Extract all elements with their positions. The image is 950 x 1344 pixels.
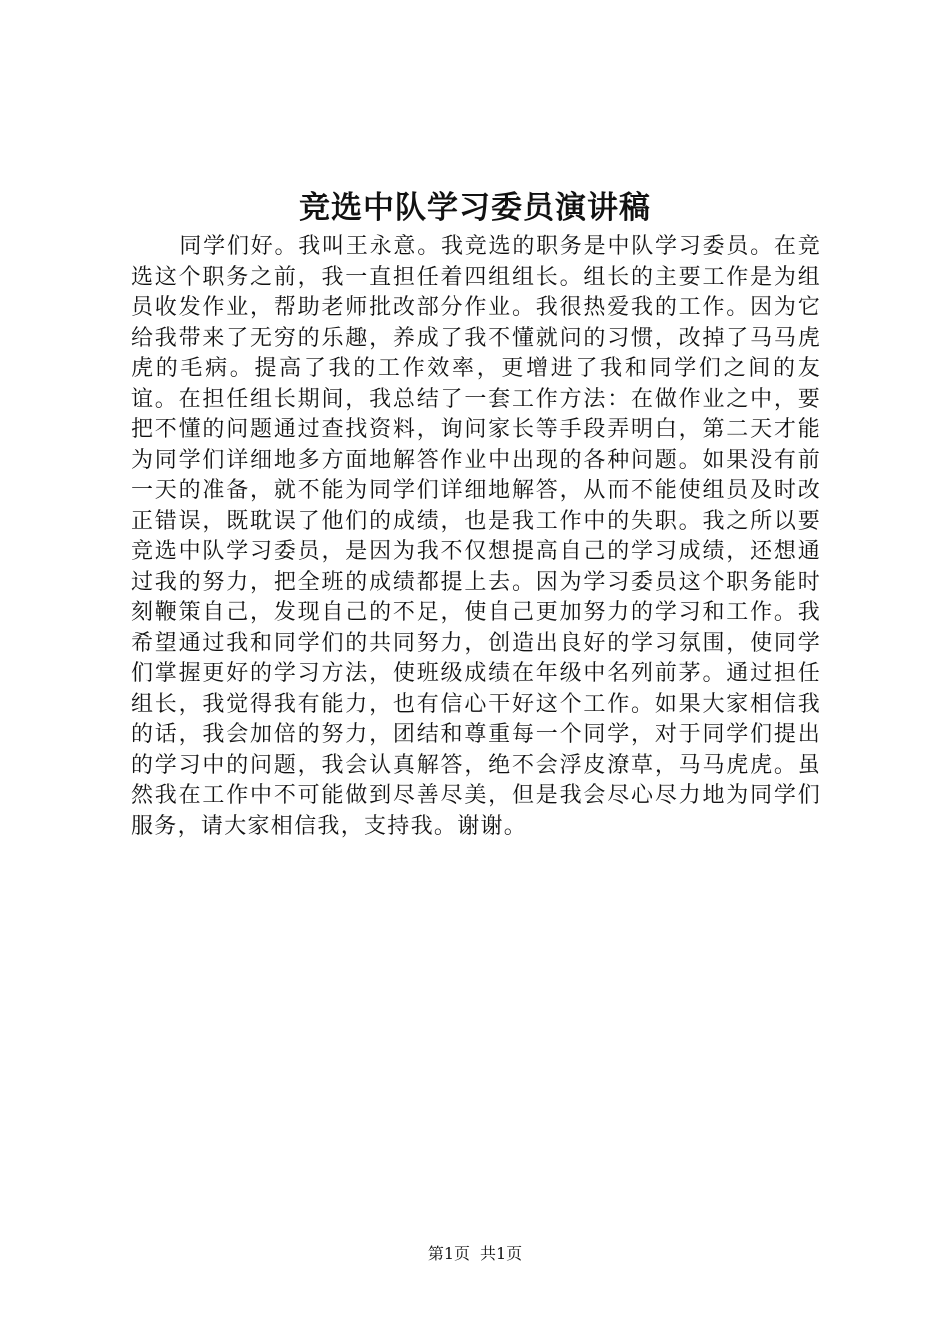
- document-title: 竞选中队学习委员演讲稿: [299, 190, 651, 226]
- page-number: 第1页: [427, 1244, 470, 1263]
- document-body: 同学们好。我叫王永意。我竞选的职务是中队学习委员。在竞选这个职务之前，我一直担任着四组组长。组长的主要工作是为组员收发作业，帮助老师批改部分作业。我很热爱我的工作。因为它给我带来了无穷的乐趣，养成了我不懂就问的习惯，改掉了马马虎虎的毛病。提高了我的工作效率，更增进了我和同学们之间的友谊。在担任组长期间，我总结了一套工作方法：在做作业之中，要把不懂的问题通过查找资料，询问家长等手段弄明白，第二天才能为同学们详细地多方面地解答作业中出现的各种问题。如果没有前一天的准备，就不能为同学们详细地解答，从而不能使组员及时改正错误，既耽误了他们的成绩，也是我工作中的失职。我之所以要竞选中队学习委员，是因为我不仅想提高自己的学习成绩，还想通过我的努力，把全班的成绩都提上去。因为学习委员这个职务能时刻鞭策自己，发现自己的不足，使自己更加努力的学习和工作。我希望通过我和同学们的共同努力，创造出良好的学习氛围，使同学们掌握更好的学习方法，使班级成绩在年级中名列前茅。通过担任组长，我觉得我有能力，也有信心干好这个工作。如果大家相信我的话，我会加倍的努力，团结和尊重每一个同学，对于同学们提出的学习中的问题，我会认真解答，绝不会浮皮潦草，马马虎虎。虽然我在工作中不可能做到尽善尽美，但是我会尽心尽力地为同学们服务，请大家相信我，支持我。谢谢。: [131, 234, 821, 839]
- page-total: 共1页: [480, 1244, 523, 1263]
- page-footer: [0, 1242, 950, 1266]
